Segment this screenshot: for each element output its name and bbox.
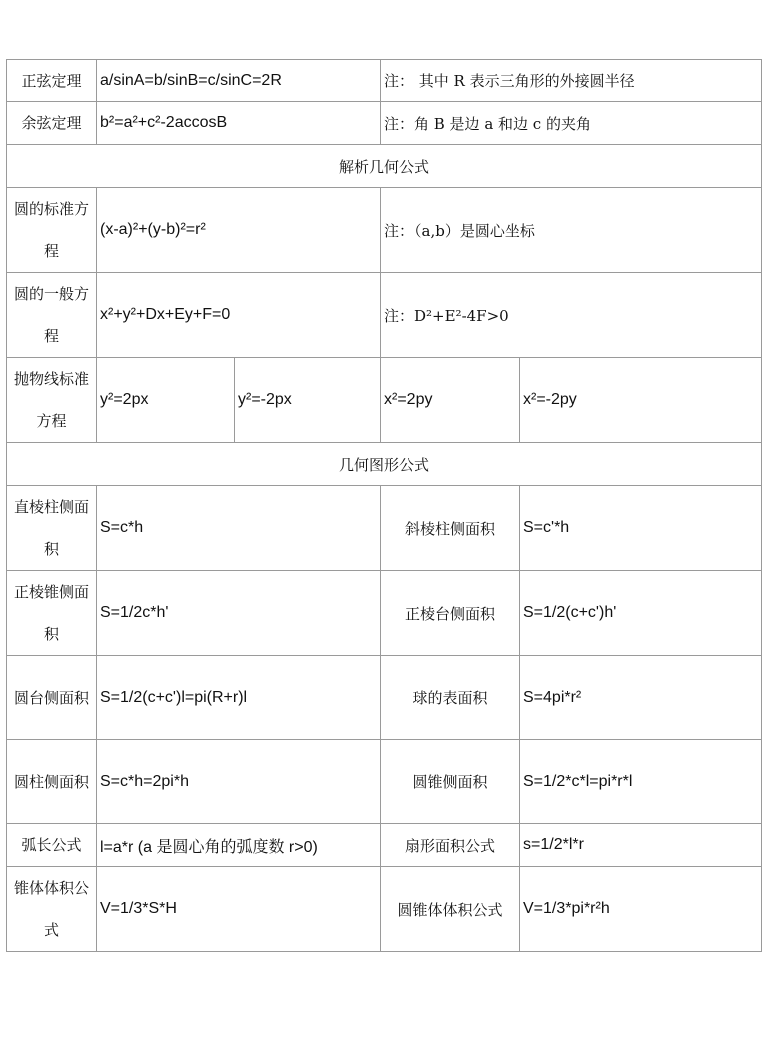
formula-cell: S=1/2(c+c')h' xyxy=(520,571,762,656)
formula-cell: x²=-2py xyxy=(520,358,762,443)
section-header-row xyxy=(7,145,762,188)
formula-cell: S=4pi*r² xyxy=(520,656,762,740)
formula-cell: S=c*h=2pi*h xyxy=(97,740,381,824)
note-cell: 注：角 B 是边 a 和边 c 的夹角 xyxy=(381,102,762,145)
formula-table xyxy=(6,59,762,952)
formula-cell: V=1/3*S*H xyxy=(97,867,381,952)
row-label: 正棱锥侧面积 xyxy=(7,571,97,656)
formula-cell: S=1/2*c*l=pi*r*l xyxy=(520,740,762,824)
formula-cell: (x-a)²+(y-b)²=r² xyxy=(97,188,381,273)
row-label: 抛物线标准方程 xyxy=(7,358,97,443)
formula-cell: y²=-2px xyxy=(235,358,381,443)
row-label: 圆的一般方程 xyxy=(7,273,97,358)
formula-cell: y²=2px xyxy=(97,358,235,443)
row-label: 弧长公式 xyxy=(7,824,97,867)
row-label: 圆锥体体积公式 xyxy=(381,867,520,952)
row-label: 余弦定理 xyxy=(7,102,97,145)
formula-cell: V=1/3*pi*r²h xyxy=(520,867,762,952)
table-row xyxy=(7,571,762,656)
note-cell: 注： 其中 R 表示三角形的外接圆半径 xyxy=(381,60,762,102)
section-header-row xyxy=(7,443,762,486)
table-row xyxy=(7,273,762,358)
formula-cell: s=1/2*l*r xyxy=(520,824,762,867)
section-title: 解析几何公式 xyxy=(7,145,762,188)
row-label: 圆锥侧面积 xyxy=(381,740,520,824)
row-label: 扇形面积公式 xyxy=(381,824,520,867)
note-cell: 注：（a,b）是圆心坐标 xyxy=(381,188,762,273)
table-row xyxy=(7,60,762,102)
table-row xyxy=(7,740,762,824)
formula-cell: x²=2py xyxy=(381,358,520,443)
row-label: 正棱台侧面积 xyxy=(381,571,520,656)
formula-cell: b²=a²+c²-2accosB xyxy=(97,102,381,145)
formula-cell: S=c*h xyxy=(97,486,381,571)
formula-cell: l=a*r (a 是圆心角的弧度数 r>0) xyxy=(97,824,381,867)
formula-cell: S=1/2c*h' xyxy=(97,571,381,656)
table-row xyxy=(7,486,762,571)
formula-cell: S=c'*h xyxy=(520,486,762,571)
table-row xyxy=(7,824,762,867)
table-row xyxy=(7,358,762,443)
formula-cell: S=1/2(c+c')l=pi(R+r)l xyxy=(97,656,381,740)
table-row xyxy=(7,102,762,145)
row-label: 正弦定理 xyxy=(7,60,97,102)
table-row xyxy=(7,188,762,273)
row-label: 圆柱侧面积 xyxy=(7,740,97,824)
row-label: 圆的标准方程 xyxy=(7,188,97,273)
formula-cell: x²+y²+Dx+Ey+F=0 xyxy=(97,273,381,358)
row-label: 球的表面积 xyxy=(381,656,520,740)
formula-cell: a/sinA=b/sinB=c/sinC=2R xyxy=(97,60,381,102)
row-label: 锥体体积公式 xyxy=(7,867,97,952)
section-title: 几何图形公式 xyxy=(7,443,762,486)
table-row xyxy=(7,656,762,740)
note-cell: 注：D²+E²-4F>0 xyxy=(381,273,762,358)
row-label: 直棱柱侧面积 xyxy=(7,486,97,571)
row-label: 斜棱柱侧面积 xyxy=(381,486,520,571)
table-row xyxy=(7,867,762,952)
row-label: 圆台侧面积 xyxy=(7,656,97,740)
